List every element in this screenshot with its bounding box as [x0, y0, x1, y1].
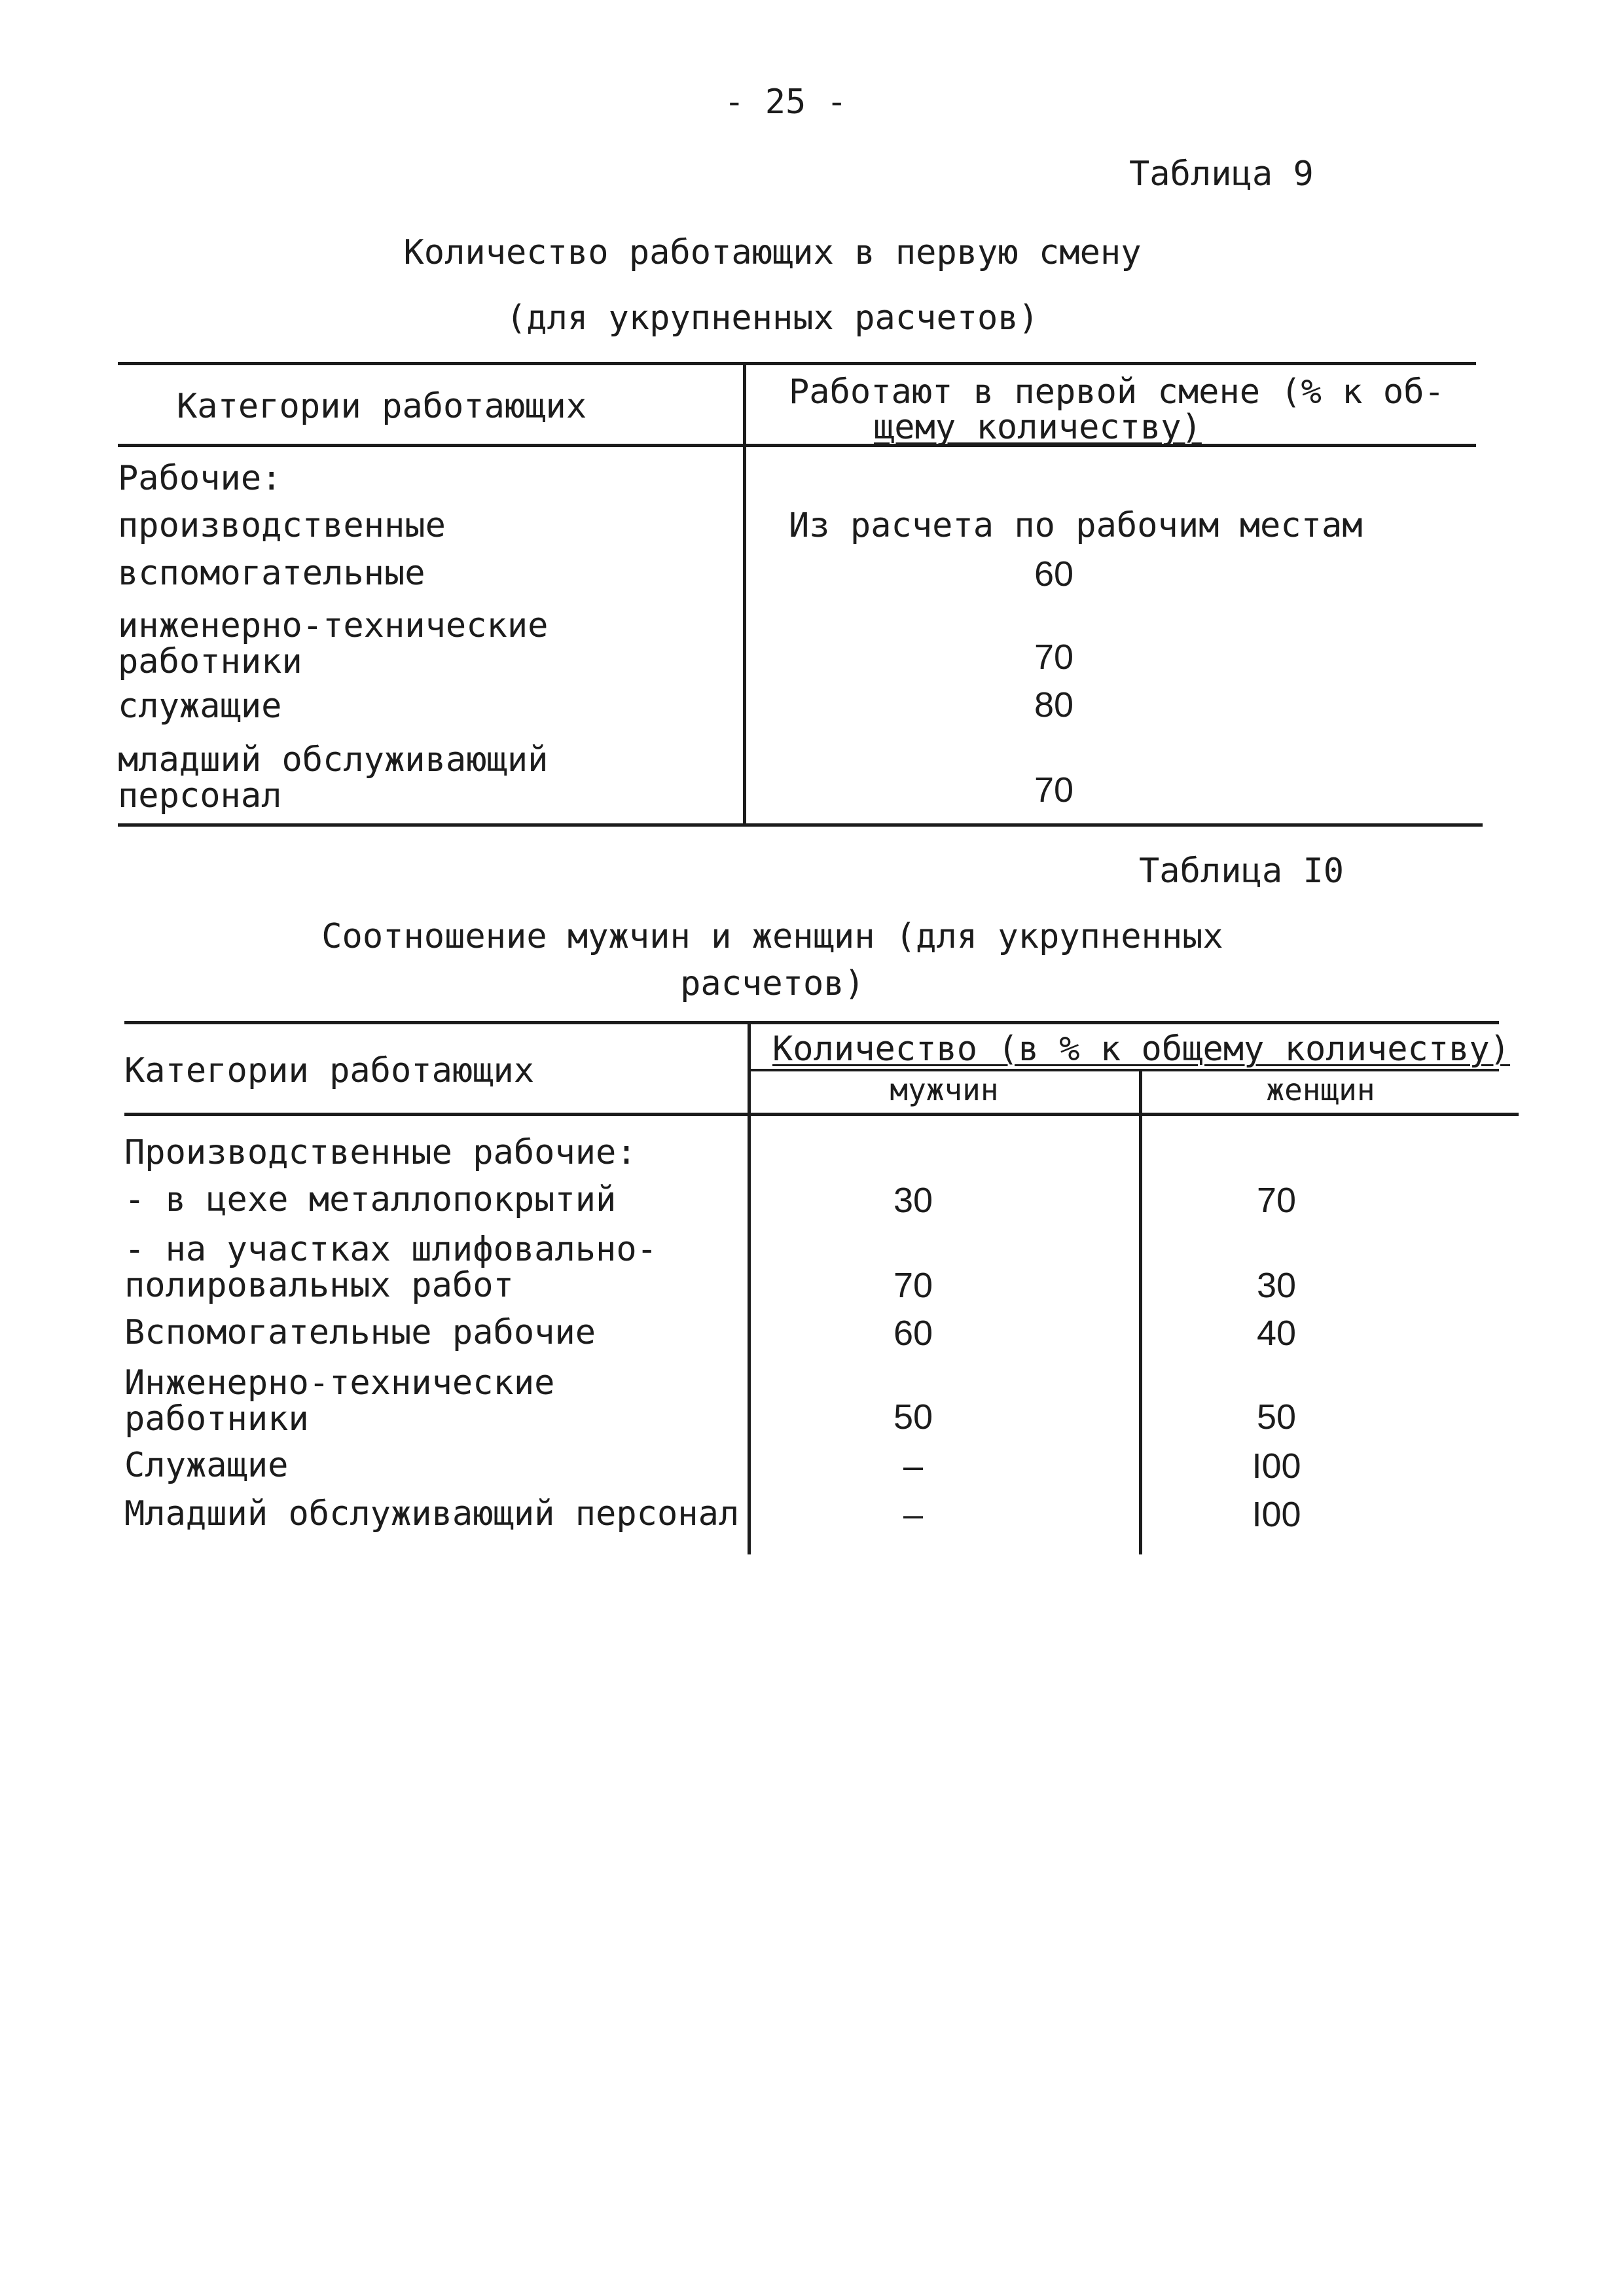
table9-top-rule	[118, 362, 1476, 365]
table9-row-4-category: служащие	[118, 687, 282, 726]
table9-title-line2: (для укрупненных расчетов)	[506, 298, 1039, 338]
table9-row-5-category-line2: персонал	[118, 776, 282, 816]
table9-row-3-value: 70	[1034, 637, 1074, 677]
table10-row-4-category-line2: работники	[124, 1399, 309, 1439]
table10-row-2-men: 70	[893, 1266, 933, 1305]
table10-row-5-men: –	[903, 1446, 924, 1486]
table10-row-3-men: 60	[893, 1314, 933, 1353]
page-number: - 25 -	[724, 82, 847, 122]
table10-row-6-category: Младший обслуживающий персонал	[124, 1494, 740, 1534]
table10-row-5-category: Служащие	[124, 1446, 289, 1485]
table10-row-1-men: 30	[893, 1181, 933, 1220]
table10-column-divider-2	[1139, 1070, 1142, 1554]
table9-row-3-category-line1: инженерно-технические	[118, 606, 549, 645]
table9-bottom-rule	[118, 823, 1483, 827]
table10-title-line1: Соотношение мужчин и женщин (для укрупненных	[321, 917, 1223, 956]
table9-label: Таблица 9	[1129, 154, 1314, 194]
table9-row-2-value: 60	[1034, 554, 1074, 594]
table10-row-0-category: Производственные рабочие:	[124, 1133, 637, 1172]
table9-header-value-line2: щему количеству)	[874, 408, 1202, 447]
table10-header-women: женщин	[1266, 1072, 1375, 1107]
table9-header-category: Категории работающих	[177, 387, 587, 426]
table9-row-3-category-line2: работники	[118, 642, 302, 681]
table9-header-rule	[118, 444, 1476, 447]
table10-row-3-category: Вспомогательные рабочие	[124, 1313, 596, 1352]
table10-top-rule	[124, 1021, 1499, 1024]
table9-column-divider	[743, 362, 746, 827]
table9-row-2-category: вспомогательные	[118, 554, 425, 593]
table10-row-4-women: 50	[1256, 1397, 1297, 1437]
table9-header-value-line1: Работают в первой смене (% к об-	[789, 372, 1445, 412]
table10-row-2-women: 30	[1256, 1266, 1297, 1305]
table10-row-1-women: 70	[1256, 1181, 1297, 1220]
table9-row-0-category: Рабочие:	[118, 459, 282, 498]
table10-row-6-women: I00	[1252, 1495, 1301, 1534]
table10-header-category: Категории работающих	[124, 1051, 535, 1090]
table10-row-2-category-line2: полировальных работ	[124, 1266, 514, 1305]
table9-row-5-value: 70	[1034, 770, 1074, 810]
table10-row-5-women: I00	[1252, 1446, 1301, 1486]
table9-row-1-category: производственные	[118, 506, 446, 545]
table9-row-1-value: Из расчета по рабочим местам	[789, 506, 1363, 545]
table10-row-1-category: - в цехе металлопокрытий	[124, 1180, 617, 1219]
table10-row-6-men: –	[903, 1495, 924, 1534]
table9-row-4-value: 80	[1034, 685, 1074, 725]
table10-header-men: мужчин	[890, 1072, 999, 1107]
table10-header-group: Количество (в % к общему количеству)	[772, 1030, 1511, 1069]
table10-label: Таблица I0	[1139, 852, 1344, 891]
table10-row-4-category-line1: Инженерно-технические	[124, 1363, 555, 1403]
table10-row-4-men: 50	[893, 1397, 933, 1437]
table10-header-rule	[124, 1113, 1519, 1116]
table9-title-line1: Количество работающих в первую смену	[403, 233, 1142, 272]
table10-row-2-category-line1: - на участках шлифовально-	[124, 1230, 657, 1269]
table9-row-5-category-line1: младший обслуживающий	[118, 740, 549, 780]
table10-row-3-women: 40	[1256, 1314, 1297, 1353]
table10-title-line2: расчетов)	[680, 964, 865, 1003]
